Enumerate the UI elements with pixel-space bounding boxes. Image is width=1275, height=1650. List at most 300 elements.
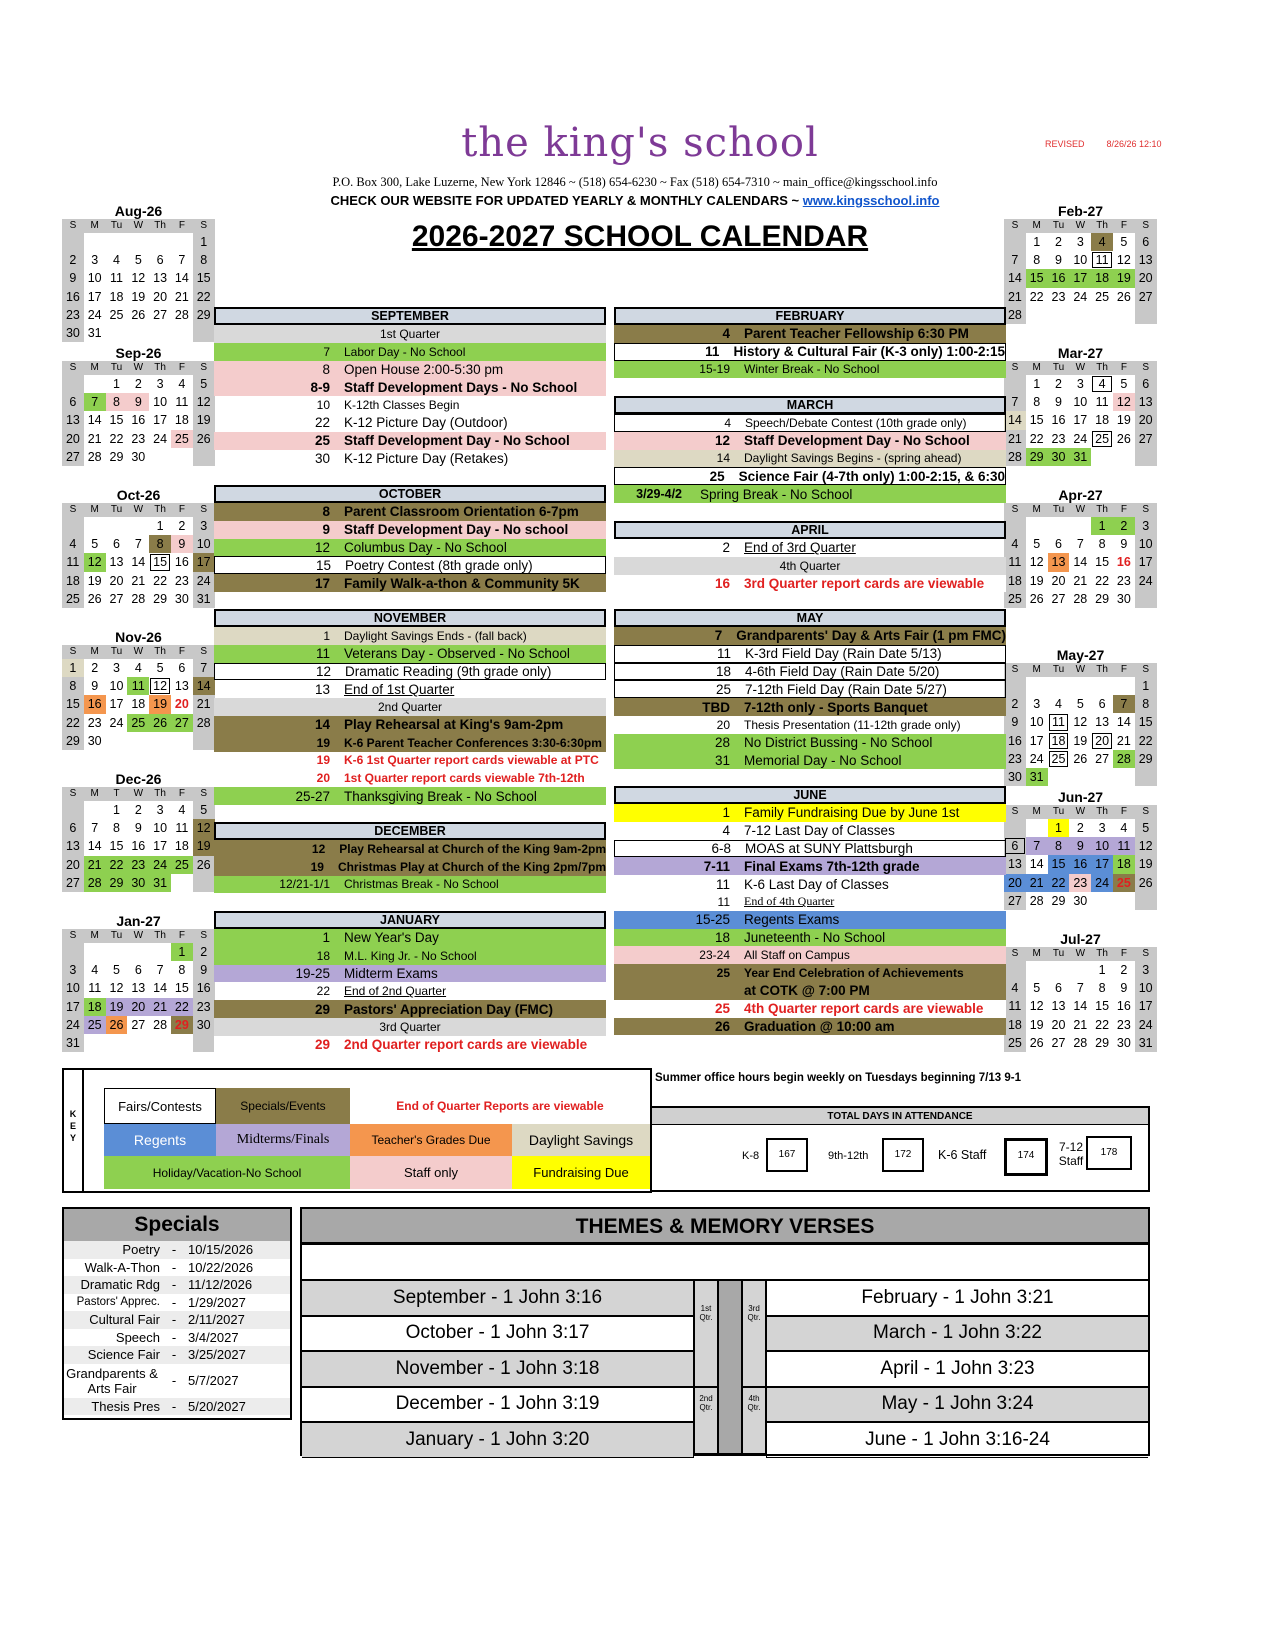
calendar-day: 5 [1076,697,1084,712]
weekday-header: Tu [1048,663,1070,677]
calendar-day: 15 [1095,999,1110,1014]
event-row [214,876,606,894]
weekday-header: S [1004,503,1026,517]
calendar-day: 7 [84,393,106,411]
calendar-day: 24 [109,715,124,730]
calendar-empty [1004,677,1026,695]
weekday-header: W [127,645,149,659]
weekday-header: S [193,219,215,233]
event-date: 15 [315,557,331,573]
special-dash: - [171,1398,177,1414]
event-row [214,414,606,432]
weekday-header: S [193,361,215,375]
calendar-day: 13 [1048,553,1070,571]
high-days: 172 [882,1138,924,1172]
event-text: 1st Quarter [379,326,441,341]
special-dash: - [171,1242,177,1258]
theme-right: June - 1 John 3:16-24 [766,1422,1148,1458]
calendar-day: 12 [84,553,106,571]
calendar-day: 4 [91,963,99,978]
special-dash: - [171,1373,177,1388]
calendar-day: 8 [1098,537,1106,552]
calendar-day: 6 [1098,697,1106,712]
weekday-header: S [193,929,215,943]
event-text: Science Fair (4-7th only) 1:00-2:15, & 6:30 [738,468,1005,484]
event-row [614,539,1006,557]
calendar-day: 20 [1051,1017,1066,1032]
event-row [214,396,606,414]
calendar-empty [106,233,128,251]
events-october [214,485,606,592]
calendar-day: 29 [1135,750,1157,768]
calendar-day: 29 [1051,893,1066,908]
calendar-day: 14 [87,839,102,854]
calendar-day: 23 [1051,431,1066,446]
event-text: History & Cultural Fair (K-3 only) 1:00-2:15 [733,344,1005,360]
special-name: Dramatic Rdg [80,1277,160,1293]
calendar-empty [193,448,215,466]
calendar-day: 23 [1069,874,1091,892]
event-text: Grandparents' Day & Arts Fair (1 pm FMC) [736,628,1006,644]
event-date: 23-24 [699,948,730,963]
weekday-header: Tu [1048,361,1070,375]
calendar-day: 15 [109,413,124,428]
weekday-header: S [1004,947,1026,961]
event-row [614,698,1006,716]
event-date: 12 [714,433,730,449]
special-name: Poetry [122,1242,160,1258]
calendar-day: 13 [62,837,84,855]
event-row [214,1018,606,1036]
event-text: Daylight Savings Begins - (spring ahead) [744,451,962,466]
calendar-day: 22 [1095,573,1110,588]
calendar-empty [1004,961,1026,979]
calendar-empty [149,732,171,750]
calendar-day: 26 [193,856,215,874]
calendar-day: 16 [174,555,189,570]
calendar-empty [127,517,149,535]
weekday-header: Tu [1048,805,1070,819]
calendar-day: 16 [193,979,215,997]
calendar-empty [127,943,149,961]
weekday-header: S [1004,805,1026,819]
theme-left: September - 1 John 3:16 [302,1280,694,1316]
calendar-day: 16 [131,413,146,428]
calendar-day: 3 [1098,821,1106,835]
calendar-day: 4 [178,803,186,817]
event-text: Staff Development Day - No School [344,433,570,449]
weekday-header: M [1026,663,1048,677]
calendar-day: 16 [62,288,84,306]
calendar-day: 29 [109,449,124,464]
calendar-day: 9 [1004,713,1026,731]
event-row [614,911,1006,929]
calendar-day: 22 [171,998,193,1016]
calendar-day: 15 [1026,269,1048,287]
calendar-day: 23 [127,856,149,874]
event-date: 25 [314,433,330,449]
event-date: 11 [717,894,730,909]
calendar-day: 24 [1073,431,1088,446]
calendar-empty [1091,677,1113,695]
calendar-day: 25 [127,714,149,732]
calendar-empty [127,1034,149,1052]
calendar-day: 24 [1091,874,1113,892]
events-march [614,396,1006,503]
minical-grid [1004,219,1157,324]
calendar-day: 2 [1113,517,1135,535]
calendar-day: 7 [1113,695,1135,713]
calendar-empty [171,324,193,342]
weekday-header: F [171,219,193,233]
calendar-day: 3 [156,803,164,817]
calendar-day: 28 [193,714,215,732]
weekday-header: W [1069,219,1091,233]
weekday-header: S [193,787,215,801]
calendar-day: 25 [1091,430,1113,448]
specials-row [64,1329,290,1347]
calendar-day: 28 [1004,448,1026,466]
calendar-day: 8 [62,677,84,695]
event-date: 25 [715,681,731,697]
calendar-day: 9 [1120,537,1128,552]
weekday-header: S [62,645,84,659]
calendar-day: 15 [62,695,84,713]
event-text: K-6 Last Day of Classes [744,876,889,892]
calendar-day: 30 [1073,893,1088,908]
event-text: at COTK @ 7:00 PM [744,983,870,999]
event-text: Spring Break - No School [700,486,853,502]
key-staff: Staff only [350,1156,512,1189]
minical-jul [1004,931,1157,1052]
calendar-empty [1026,517,1048,535]
calendar-day: 18 [174,839,189,854]
event-row [214,450,606,468]
calendar-day: 22 [1029,431,1044,446]
calendar-day: 22 [1048,874,1070,892]
special-date: 10/22/2026 [188,1259,254,1275]
calendar-day: 26 [1029,1035,1044,1050]
minical-title: Mar-27 [1057,345,1104,361]
calendar-day: 10 [1029,715,1044,730]
events-heading: DECEMBER [214,822,606,840]
calendar-empty [1048,677,1070,695]
event-date: 1 [722,805,730,821]
special-date: 11/12/2026 [188,1277,253,1293]
calendar-day: 17 [1135,553,1157,571]
event-date: 11 [705,344,720,360]
specials-row [64,1398,290,1416]
theme-left: December - 1 John 3:19 [302,1387,694,1423]
calendar-day: 8 [106,393,128,411]
calendar-day: 25 [1095,289,1110,304]
calendar-day: 6 [113,537,120,552]
event-text: 2nd Quarter report cards are viewable [344,1037,588,1053]
event-row [614,893,1006,911]
calendar-day: 30 [87,733,102,748]
calendar-day: 28 [1073,591,1088,606]
event-date: 14 [314,717,330,733]
event-date: 12 [311,841,326,856]
event-date: 15-19 [699,362,730,377]
calendar-day: 19 [193,837,215,855]
calendar-day: 5 [91,537,99,552]
event-date: 29 [314,1001,330,1017]
weekday-header: Tu [106,219,128,233]
event-date: 18 [714,929,730,945]
event-row [614,982,1006,1000]
event-date: 25 [709,468,725,484]
calendar-empty [1113,677,1135,695]
calendar-day: 17 [193,553,215,571]
weekday-header: S [1135,361,1157,375]
calendar-day: 3 [1033,697,1041,712]
event-text: 2nd Quarter [377,700,443,715]
calendar-day: 22 [106,856,128,874]
calendar-day: 20 [174,697,189,712]
calendar-day: 21 [1004,288,1026,306]
calendar-day: 6 [62,819,84,837]
weekday-header: S [1135,219,1157,233]
calendar-day: 3 [193,517,215,535]
key-fairs: Fairs/Contests [104,1088,216,1124]
event-date: 8 [322,361,330,377]
school-address: P.O. Box 300, Lake Luzerne, New York 12846 ~ (518) 654-6230 ~ Fax (518) 654-7310 ~ main_office@kingsschool.info [332,175,938,189]
calendar-day: 28 [153,1017,168,1032]
calendar-day: 20 [1091,732,1113,750]
weekday-header: S [62,361,84,375]
attendance-heading: TOTAL DAYS IN ATTENDANCE [652,1108,1148,1125]
weekday-header: W [127,787,149,801]
minical-may [1004,647,1157,786]
event-row [614,627,1006,645]
special-date: 3/25/2027 [188,1347,246,1363]
calendar-day: 13 [1135,393,1157,411]
calendar-empty [62,233,84,251]
events-january [214,911,606,1054]
calendar-day: 9 [1055,395,1062,410]
specials-row [64,1294,290,1312]
event-date: 19-25 [295,965,330,981]
calendar-empty [1091,892,1113,910]
calendar-day: 8 [1048,837,1070,855]
event-row [614,716,1006,734]
calendar-day: 17 [1069,269,1091,287]
event-text: Parent Teacher Fellowship 6:30 PM [744,326,969,342]
event-row [214,769,606,787]
special-name: Cultural Fair [89,1312,160,1328]
calendar-day: 3 [113,661,120,675]
minical-grid [1004,663,1157,786]
event-row [214,378,606,396]
calendar-day: 1 [156,519,164,533]
calendar-day: 8 [1033,395,1041,410]
q1-label: 1st Qtr. [699,1304,713,1322]
events-heading: SEPTEMBER [214,307,606,325]
calendar-day: 6 [1055,981,1062,996]
event-row [214,840,606,858]
calendar-day: 29 [171,1016,193,1034]
event-date: 12 [315,663,331,679]
weekday-header: S [1004,663,1026,677]
weekday-header: Th [1091,219,1113,233]
event-row [614,734,1006,752]
event-row [614,663,1006,681]
calendar-day: 14 [87,413,102,428]
calendar-day: 26 [87,591,102,606]
calendar-day: 20 [1051,573,1066,588]
calendar-day: 1 [1098,963,1106,977]
weekday-header: Th [149,503,171,517]
calendar-day: 25 [1004,1034,1026,1052]
specials-row [64,1259,290,1277]
calendar-day: 14 [1004,269,1026,287]
calendar-day: 8 [113,821,120,836]
special-dash: - [171,1347,177,1363]
calendar-day: 5 [134,253,142,268]
event-date: 12 [314,539,330,555]
calendar-day: 11 [1004,553,1026,571]
key-eoq: End of Quarter Reports are viewable [396,1099,604,1113]
calendar-day: 16 [1116,999,1131,1014]
calendar-day: 31 [87,325,102,340]
calendar-day: 25 [84,1016,106,1034]
calendar-day: 27 [131,1017,146,1032]
special-dash: - [171,1312,177,1328]
q-divider [718,1280,742,1454]
event-row [214,1036,606,1054]
calendar-day: 16 [1069,855,1091,873]
event-text: Thesis Presentation (11-12th grade only) [744,717,961,732]
event-text: Veterans Day - Observed - No School [344,646,570,662]
weekday-header: Tu [1048,947,1070,961]
key-daylight: Daylight Savings [512,1124,650,1156]
theme-left: November - 1 John 3:18 [302,1351,694,1387]
calendar-empty [84,943,106,961]
event-text: K-3rd Field Day (Rain Date 5/13) [745,646,942,662]
weekday-header: W [1069,361,1091,375]
calendar-empty [106,943,128,961]
calendar-empty [106,1034,128,1052]
calendar-day: 23 [62,306,84,324]
calendar-day: 3 [62,961,84,979]
calendar-empty [84,233,106,251]
calendar-empty [1069,961,1091,979]
event-text: K-6 1st Quarter report cards viewable at PTC [344,753,599,768]
event-row [214,343,606,361]
events-february [614,307,1006,378]
calendar-day: 28 [174,307,189,322]
calendar-day: 23 [1116,573,1131,588]
calendar-day: 14 [1116,715,1131,730]
event-date: 10 [316,398,330,413]
weekday-header: Th [149,361,171,375]
calendar-day: 27 [109,591,124,606]
calendar-day: 18 [174,413,189,428]
calendar-day: 3 [91,253,99,268]
weekday-header: S [62,503,84,517]
event-text: Staff Development Days - No School [344,379,578,395]
event-date: 11 [315,646,330,662]
event-text: All Staff on Campus [744,948,850,963]
calendar-day: 21 [1026,874,1048,892]
event-date: 18 [316,948,330,963]
calendar-day: 15 [1029,413,1044,428]
calendar-day: 19 [149,695,171,713]
calendar-day: 16 [84,695,106,713]
calendar-empty [149,233,171,251]
calendar-empty [1135,768,1157,786]
calendar-day: 26 [1116,289,1131,304]
special-name: Walk-A-Thon [84,1259,160,1275]
calendar-empty [127,732,149,750]
event-row [614,964,1006,982]
themes-blank-row [302,1244,1148,1280]
special-date: 3/4/2027 [188,1329,239,1345]
calendar-day: 10 [1135,979,1157,997]
calendar-day: 7 [91,821,99,836]
calendar-day: 3 [156,377,164,391]
specials-row [64,1276,290,1294]
event-date: 8 [322,504,330,520]
calendar-day: 8 [149,535,171,553]
calendar-day: 2 [1055,377,1062,391]
calendar-day: 20 [127,998,149,1016]
calendar-day: 11 [88,981,102,996]
calendar-empty [1113,448,1135,466]
calendar-day: 21 [1116,733,1131,748]
calendar-day: 21 [174,289,189,304]
calendar-day: 29 [1095,591,1110,606]
event-date: 25 [716,966,730,981]
calendar-day: 30 [1048,448,1070,466]
calendar-day: 11 [1113,837,1135,855]
weekday-header: Th [1091,361,1113,375]
revised-date: 8/26/26 12:10 [1106,139,1162,149]
calendar-day: 15 [174,981,189,996]
special-name: Grandparents & Arts Fair [66,1365,158,1396]
event-date: 7-11 [703,858,730,874]
calendar-day: 8 [178,963,186,978]
calendar-empty [62,943,84,961]
calendar-day: 19 [106,998,128,1016]
calendar-day: 1 [193,233,215,251]
event-date: 20 [716,717,730,732]
event-date: 13 [314,681,330,697]
event-row [214,1000,606,1018]
calendar-day: 10 [153,395,168,410]
event-text: Christmas Play at Church of the King 2pm/7pm [337,859,606,874]
calendar-day: 26 [131,307,146,322]
calendar-day: 19 [1029,573,1044,588]
weekday-header: S [1135,805,1157,819]
calendar-empty [149,1034,171,1052]
weekday-header: W [1069,663,1091,677]
event-row [614,432,1006,450]
weekday-header: S [62,929,84,943]
calendar-day: 7 [1004,393,1026,411]
minical-title: May-27 [1056,647,1105,663]
website-link[interactable]: www.kingsschool.info [802,193,940,208]
calendar-day: 11 [1095,395,1109,410]
calendar-day: 2 [134,803,142,817]
specials-row [64,1346,290,1364]
event-date: 1 [323,628,330,643]
calendar-day: 27 [1135,288,1157,306]
calendar-day: 14 [1073,555,1088,570]
events-heading: APRIL [614,521,1006,539]
event-row [214,680,606,698]
